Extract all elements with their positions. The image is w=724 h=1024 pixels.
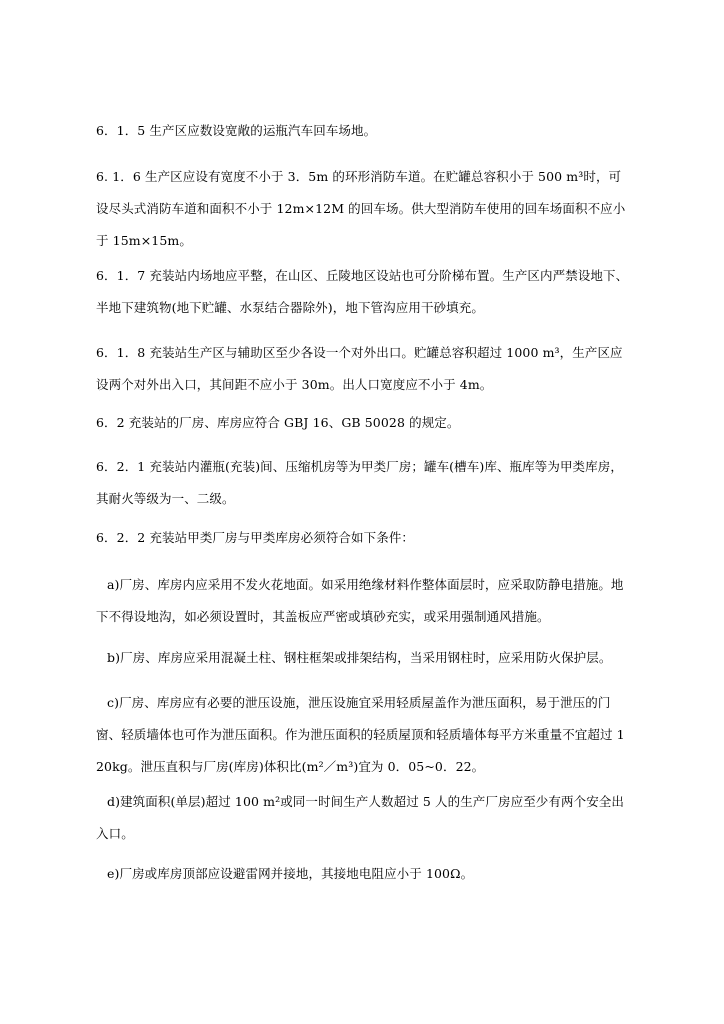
clause-6-2: 6．2 充装站的厂房、库房应符合 GBJ 16、GB 50028 的规定。 (96, 415, 460, 430)
item-e: e)厂房或库房顶部应设避雷网并接地，其接地电阻应小于 100Ω。 (107, 866, 474, 881)
clause-6-1-6: 6. 1．6 生产区应设有宽度不小于 3．5m 的环形消防车道。在贮罐总容积小于 500 m³时，可设尽头式消防车道和面积不小于 12m×12M 的回车场。供大型消防车使用的回车场面积不应小于 15m×15m。 (96, 169, 626, 248)
clause-6-1-8: 6．1．8 充装站生产区与辅助区至少各设一个对外出口。贮罐总容积超过 1000 m³，生产区应设两个对外出入口，其间距不应小于 30m。出人口宽度应不小于 4m。 (96, 345, 623, 392)
clause-6-1-5: 6．1．5 生产区应数设宽敞的运瓶汽车回车场地。 (96, 123, 377, 138)
clause-6-2-1: 6．2．1 充装站内灌瓶(充装)间、压缩机房等为甲类厂房；罐车(槽车)库、瓶库等为甲类库房，其耐火等级为一、二级。 (96, 459, 623, 506)
clause-6-1-7: 6．1．7 充装站内场地应平整，在山区、丘陵地区设站也可分阶梯布置。生产区内严禁设地下、半地下建筑物(地下贮罐、水泵结合器除外)，地下管沟应用干砂填充。 (96, 268, 629, 315)
item-b: b)厂房、库房应采用混凝土柱、钢柱框架或排架结构，当采用钢柱时，应采用防火保护层。 (107, 650, 612, 665)
item-d: d)建筑面积(单层)超过 100 m²或同一时间生产人数超过 5 人的生产厂房应至少有两个安全出入口。 (96, 794, 625, 841)
item-c: c)厂房、库房应有必要的泄压设施，泄压设施宜采用轻质屋盖作为泄压面积，易于泄压的门窗、轻质墙体也可作为泄压面积。作为泄压面积的轻质屋顶和轻质墙体每平方米重量不宜超过 120kg。泄压直积与厂房(库房)体积比(m²／m³)宜为 0．05~0．22。 (96, 695, 625, 774)
clause-6-2-2: 6．2．2 充装站甲类厂房与甲类库房必须符合如下条件： (96, 530, 415, 545)
item-a: a)厂房、库房内应采用不发火花地面。如采用绝缘材料作整体面层时，应采取防静电措施。地下不得设地沟，如必须设置时，其盖板应严密或填砂充实，或采用强制通风措施。 (96, 577, 624, 624)
